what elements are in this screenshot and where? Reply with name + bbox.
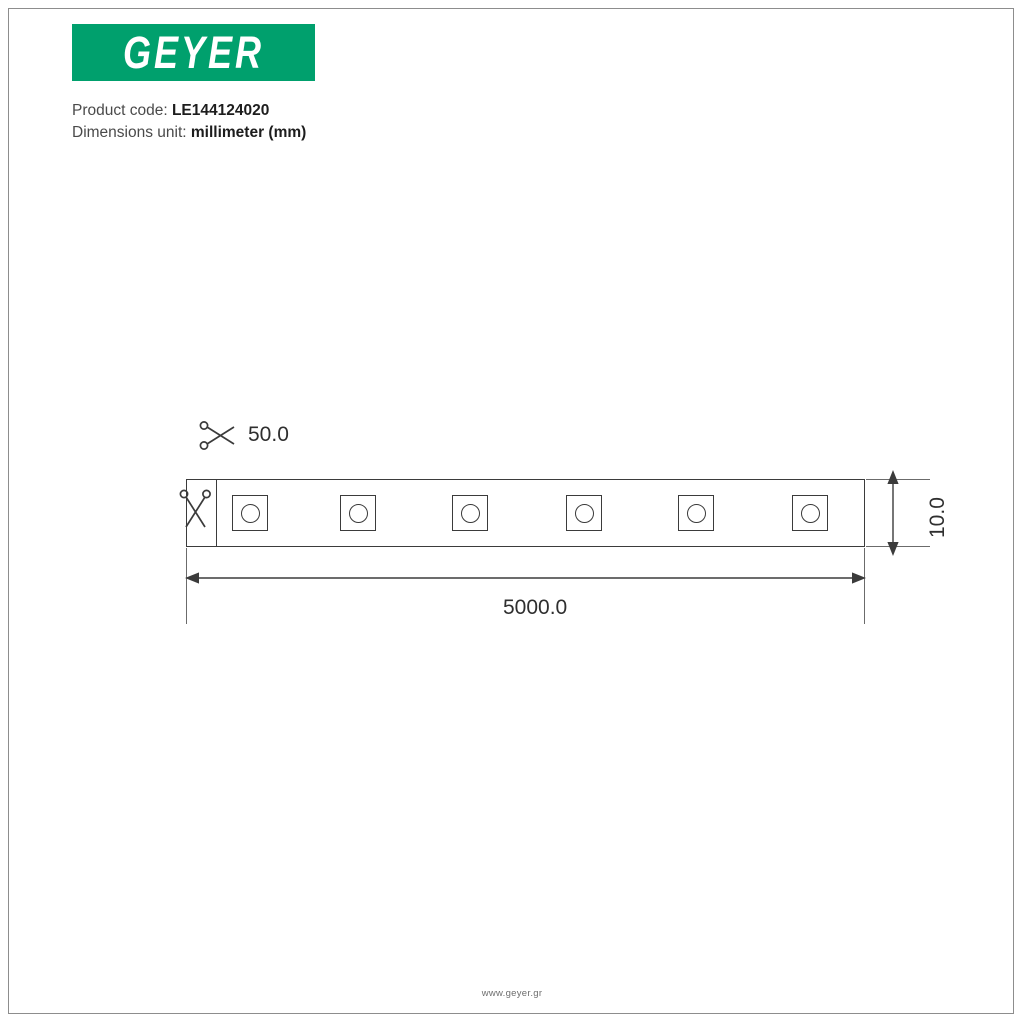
strip-cut-line [216, 479, 217, 547]
cut-length-label: 50.0 [248, 423, 289, 446]
led-package [452, 495, 488, 531]
product-code-value: LE144124020 [171, 102, 270, 119]
led-strip-body [186, 479, 865, 547]
led-package [566, 495, 602, 531]
led-package [792, 495, 828, 531]
units-label: Dimensions unit: [72, 124, 187, 141]
logo-text: GEYER [122, 26, 265, 78]
product-code-label: Product code: [72, 102, 168, 119]
led-package [340, 495, 376, 531]
footer-url: www.geyer.gr [481, 988, 543, 999]
units-value: millimeter (mm) [190, 124, 307, 141]
scissors-icon-top [200, 422, 234, 449]
led-package [678, 495, 714, 531]
led-package [232, 495, 268, 531]
height-label: 10.0 [926, 497, 949, 538]
total-length-label: 5000.0 [503, 596, 568, 619]
